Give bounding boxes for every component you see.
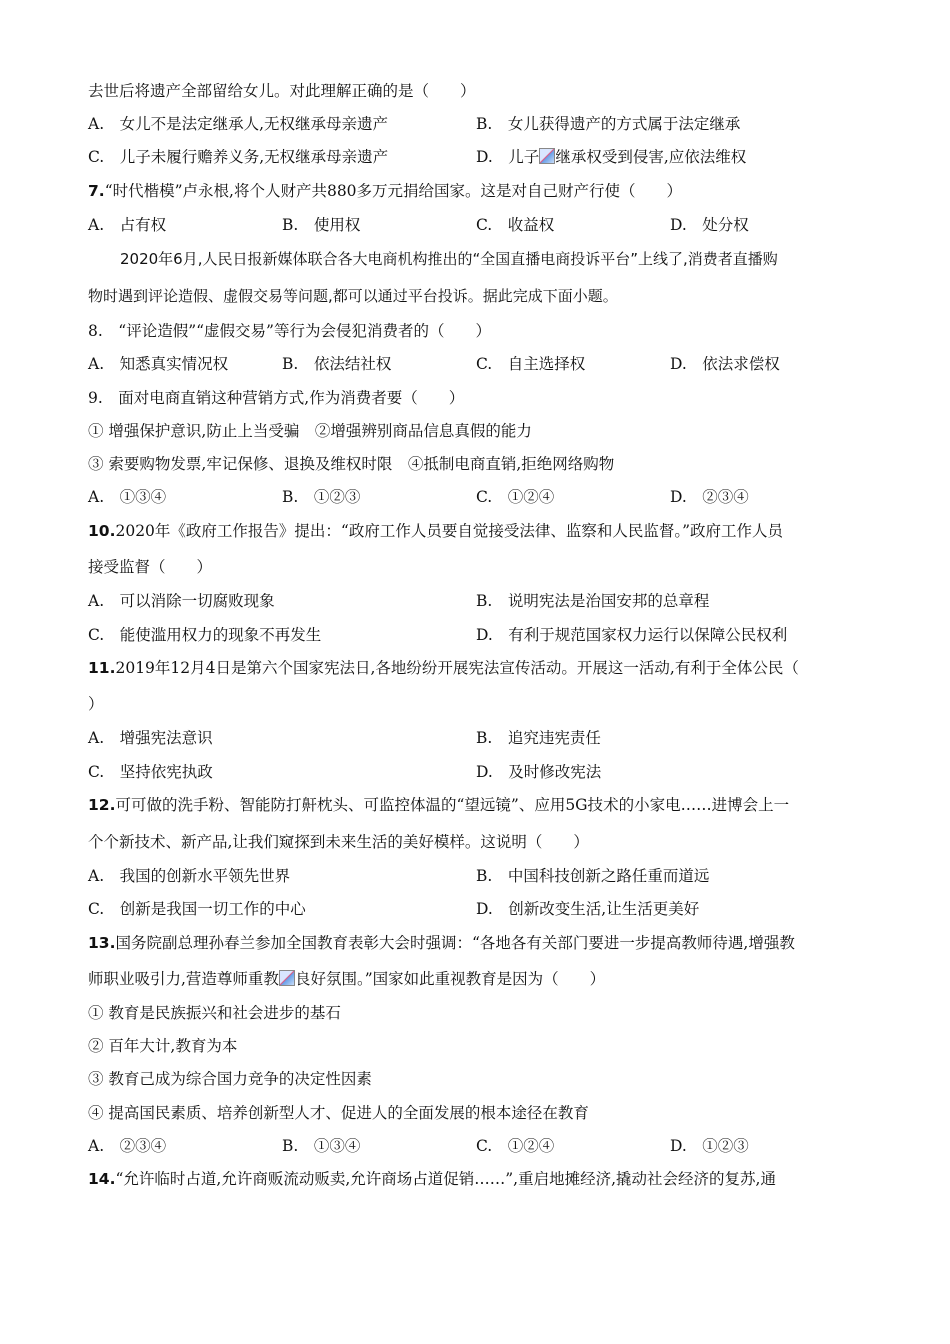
q7-option-c[interactable]: C. 收益权: [476, 216, 555, 234]
q9-stem: 9. 面对电商直销这种营销方式,作为消费者要（ ）: [88, 389, 465, 407]
q12-stem-2: 个个新技术、新产品,让我们窥探到未来生活的美好模样。这说明（ ）: [88, 833, 589, 851]
q10-stem-2: 接受监督（ ）: [88, 558, 213, 576]
q9-option-b[interactable]: B. ①②③: [282, 488, 361, 506]
q10-option-d[interactable]: D. 有利于规范国家权力运行以保障公民权利: [476, 626, 788, 644]
q12-option-b[interactable]: B. 中国科技创新之路任重而道远: [476, 867, 710, 885]
q13-statement-1: ① 教育是民族振兴和社会进步的基石: [88, 1004, 341, 1022]
q7-stem: 7.“时代楷模”卢永根,将个人财产共880多万元捐给国家。这是对自己财产行使（ ）: [88, 182, 683, 200]
q12-option-d[interactable]: D. 创新改变生活,让生活更美好: [476, 900, 700, 918]
q11-option-d[interactable]: D. 及时修改宪法: [476, 763, 602, 781]
q12-option-c[interactable]: C. 创新是我国一切工作的中心: [88, 900, 306, 918]
q8-option-d[interactable]: D. 依法求偿权: [670, 355, 780, 373]
q9-statement-2: ③ 索要购物发票,牢记保修、退换及维权时限 ④抵制电商直销,拒绝网络购物: [88, 455, 615, 473]
material-line-2: 物时遇到评论造假、虚假交易等问题,都可以通过平台投诉。据此完成下面小题。: [88, 287, 618, 305]
q8-option-c[interactable]: C. 自主选择权: [476, 355, 586, 373]
q7-option-a[interactable]: A. 占有权: [88, 216, 167, 234]
q6-option-a[interactable]: A. 女儿不是法定继承人,无权继承母亲遗产: [88, 115, 389, 133]
q10-stem-1: 10.2020年《政府工作报告》提出：“政府工作人员要自觉接受法律、监察和人民监督。”政府工作人员: [88, 522, 784, 540]
q13-statement-2: ② 百年大计,教育为本: [88, 1037, 238, 1055]
q9-option-d[interactable]: D. ②③④: [670, 488, 749, 506]
q11-stem-2: ）: [88, 695, 104, 713]
q10-option-b[interactable]: B. 说明宪法是治国安邦的总章程: [476, 592, 710, 610]
broken-image-icon: [539, 148, 555, 164]
q13-statement-3: ③ 教育己成为综合国力竞争的决定性因素: [88, 1070, 372, 1088]
broken-image-icon: [279, 970, 295, 986]
q12-stem-1: 12.可可做的洗手粉、智能防打鼾枕头、可监控体温的“望远镜”、应用5G技术的小家电……进博会上一: [88, 796, 790, 814]
q11-stem-1: 11.2019年12月4日是第六个国家宪法日,各地纷纷开展宪法宣传活动。开展这一活动,有利于全体公民（: [88, 659, 799, 677]
q6-option-b[interactable]: B. 女儿获得遗产的方式属于法定继承: [476, 115, 741, 133]
q7-option-d[interactable]: D. 处分权: [670, 216, 749, 234]
q9-option-c[interactable]: C. ①②④: [476, 488, 555, 506]
q13-statement-4: ④ 提高国民素质、培养创新型人才、促进人的全面发展的根本途径在教育: [88, 1104, 589, 1122]
q12-option-a[interactable]: A. 我国的创新水平领先世界: [88, 867, 291, 885]
q13-option-c[interactable]: C. ①②④: [476, 1137, 555, 1155]
q13-option-b[interactable]: B. ①③④: [282, 1137, 361, 1155]
q8-option-a[interactable]: A. 知悉真实情况权: [88, 355, 229, 373]
q13-stem-1: 13.国务院副总理孙春兰参加全国教育表彰大会时强调：“各地各有关部门要进一步提高教师待遇,增强教: [88, 934, 795, 952]
q10-option-a[interactable]: A. 可以消除一切腐败现象: [88, 592, 275, 610]
q11-option-b[interactable]: B. 追究违宪责任: [476, 729, 601, 747]
q9-option-a[interactable]: A. ①③④: [88, 488, 167, 506]
q13-option-d[interactable]: D. ①②③: [670, 1137, 749, 1155]
q9-statement-1: ① 增强保护意识,防止上当受骗 ②增强辨别商品信息真假的能力: [88, 422, 532, 440]
q7-option-b[interactable]: B. 使用权: [282, 216, 361, 234]
material-line-1: 2020年6月,人民日报新媒体联合各大电商机构推出的“全国直播电商投诉平台”上线了,消费者直播购: [120, 250, 778, 268]
q6-option-c[interactable]: C. 儿子未履行赡养义务,无权继承母亲遗产: [88, 148, 389, 166]
q8-stem: 8. “评论造假”“虚假交易”等行为会侵犯消费者的（ ）: [88, 322, 491, 340]
q14-stem-1: 14.“允许临时占道,允许商贩流动贩卖,允许商场占道促销……”,重启地摊经济,撬动社会经济的复苏,通: [88, 1170, 776, 1188]
q6-option-d[interactable]: D. 儿子 继承权受到侵害,应依法维权: [476, 148, 747, 166]
q13-stem-2: 师职业吸引力,营造尊师重教 良好氛围。”国家如此重视教育是因为（ ）: [88, 970, 606, 988]
q13-option-a[interactable]: A. ②③④: [88, 1137, 167, 1155]
q11-option-c[interactable]: C. 坚持依宪执政: [88, 763, 213, 781]
q6-stem-cont: 去世后将遗产全部留给女儿。对此理解正确的是（ ）: [88, 82, 476, 100]
q10-option-c[interactable]: C. 能使滥用权力的现象不再发生: [88, 626, 322, 644]
q8-option-b[interactable]: B. 依法结社权: [282, 355, 392, 373]
q11-option-a[interactable]: A. 增强宪法意识: [88, 729, 213, 747]
